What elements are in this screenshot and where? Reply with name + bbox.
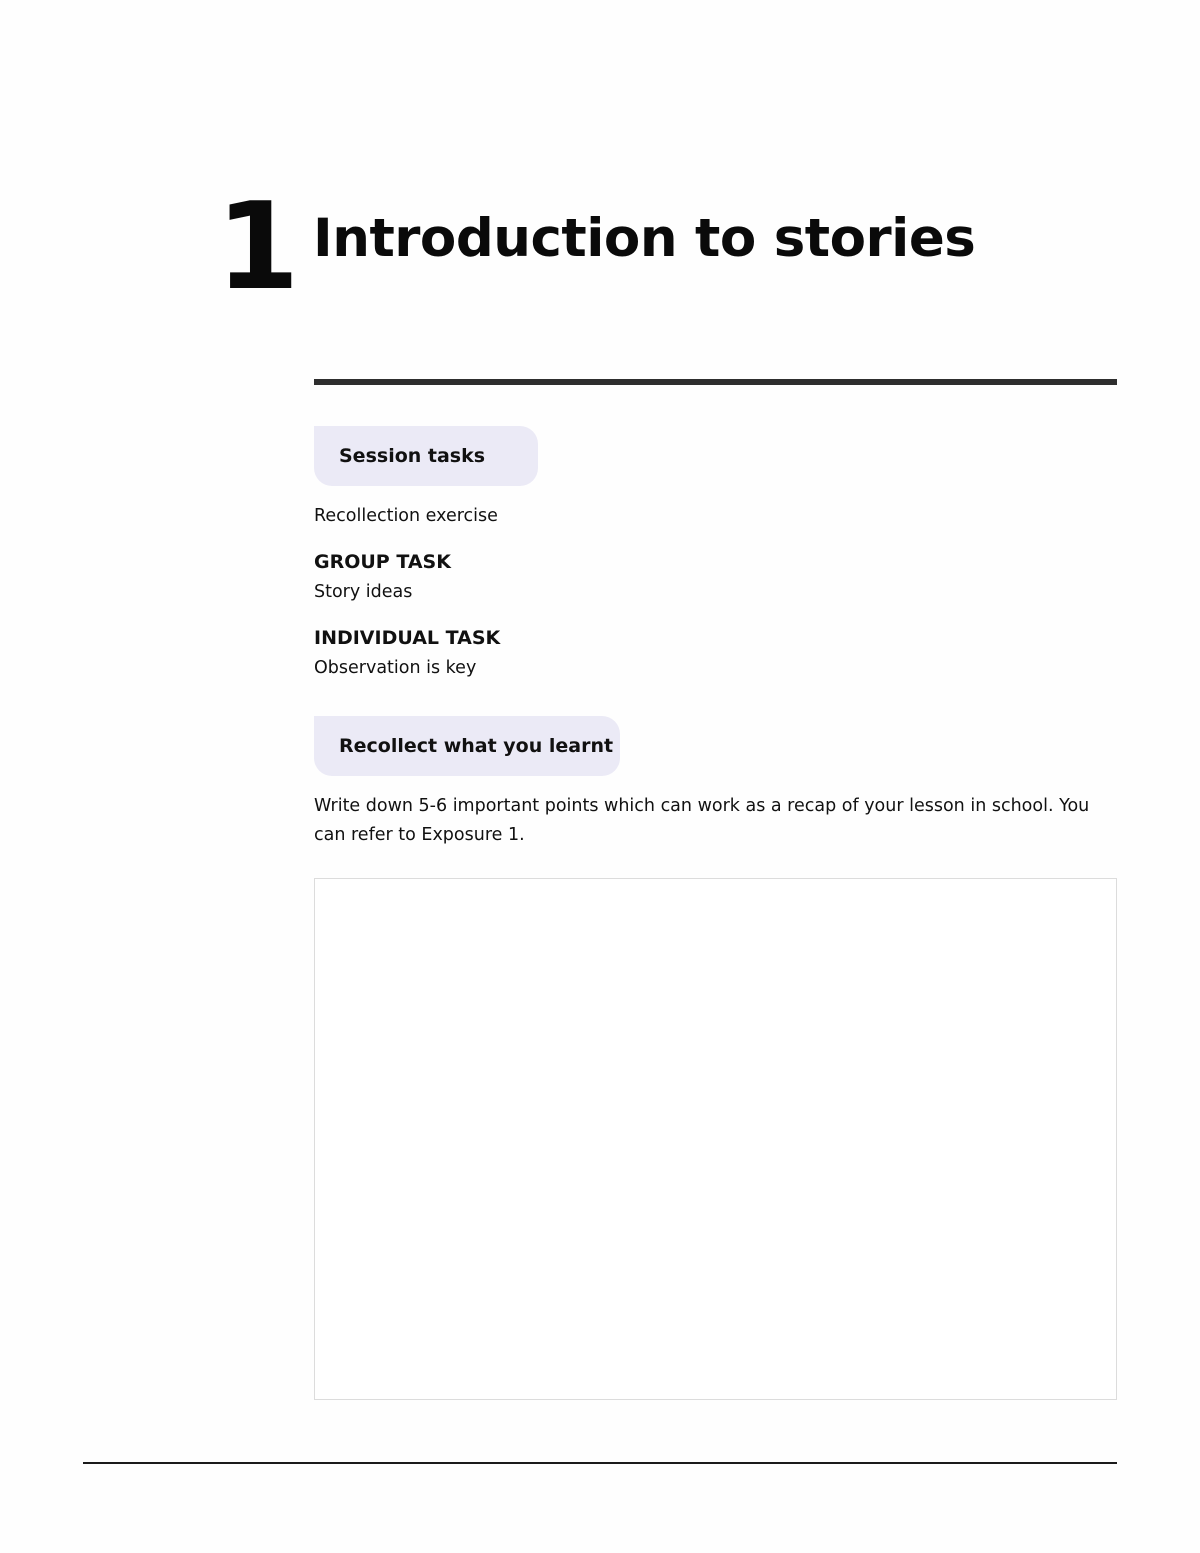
session-tasks-heading	[314, 426, 538, 486]
chapter-number: 1	[216, 178, 298, 317]
session-tasks-heading-label: Session tasks	[339, 445, 486, 467]
individual-task-text: Observation is key	[314, 658, 477, 678]
footer-divider	[83, 1462, 1117, 1464]
title-divider	[314, 379, 1117, 385]
answer-writing-box[interactable]	[314, 878, 1117, 1400]
group-task-label: GROUP TASK	[314, 551, 451, 573]
group-task-text: Story ideas	[314, 582, 413, 602]
individual-task-label: INDIVIDUAL TASK	[314, 627, 501, 649]
recollect-heading	[314, 716, 620, 776]
recollect-instructions: Write down 5-6 important points which can work as a recap of your lesson in school. You can refer to Exposure 1.	[314, 796, 1090, 845]
recollect-heading-label: Recollect what you learnt	[339, 735, 614, 757]
chapter-title: Introduction to stories	[313, 208, 976, 269]
recollection-exercise-text: Recollection exercise	[314, 506, 498, 526]
